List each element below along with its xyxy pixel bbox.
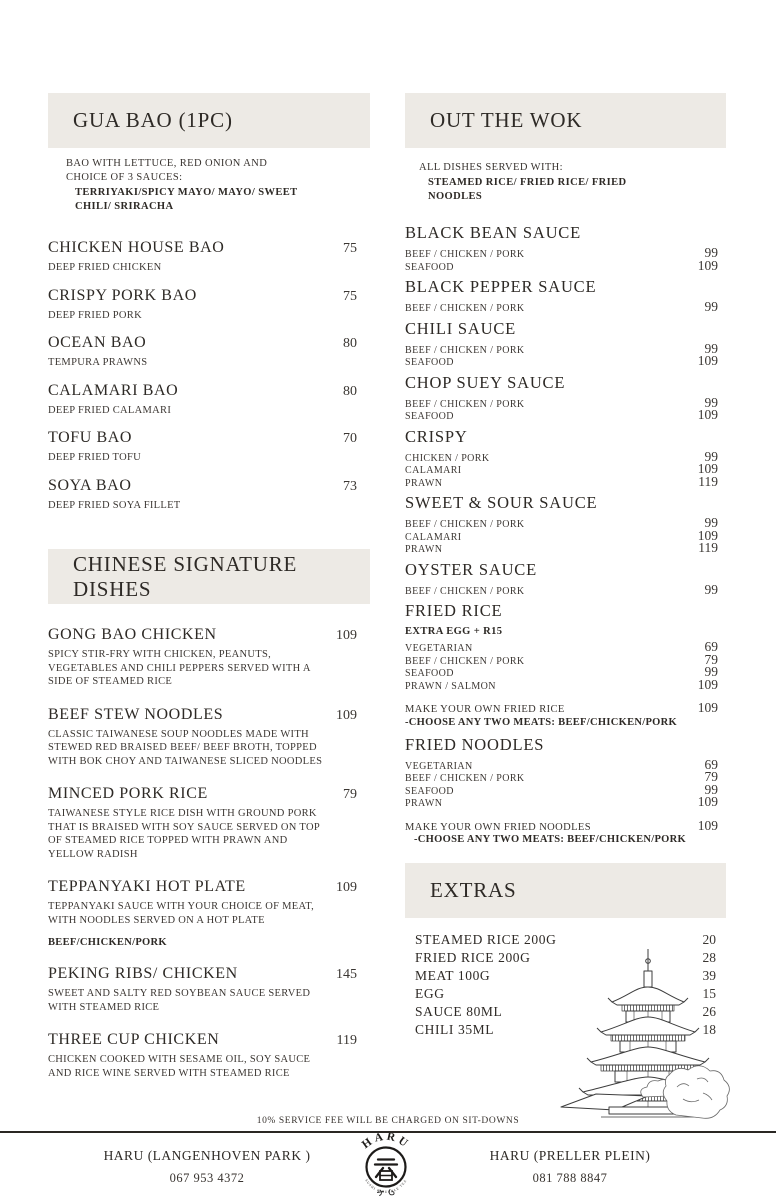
option-price: 109 <box>697 353 718 368</box>
option-price: 99 <box>704 299 718 314</box>
extras-label: MEAT 100G <box>415 968 491 983</box>
menu-item-name: TOFU BAO <box>48 429 133 446</box>
menu-item-name: THREE CUP CHICKEN <box>48 1031 220 1048</box>
option-label: BEEF / CHICKEN / PORK <box>405 344 525 356</box>
make-your-own-fried-noodles <box>405 817 726 848</box>
menu-item <box>48 381 370 418</box>
option-price: 99 <box>704 448 718 464</box>
option-price: 99 <box>704 781 718 797</box>
menu-item-name: CRISPY PORK BAO <box>48 286 197 304</box>
menu-item-price: 109 <box>336 707 357 723</box>
menu-item-price: 145 <box>336 967 357 982</box>
menu-item <box>48 286 370 323</box>
menu-item-desc: TEPPANYAKI SAUCE WITH YOUR CHOICE OF MEAT, WITH NOODLES SERVED ON A HOT PLATE <box>48 901 315 926</box>
option-price: 79 <box>704 651 718 667</box>
logo-brand-text: HARU <box>359 1133 413 1152</box>
intro-line-2: CHOICE OF 3 SAUCES: <box>66 172 183 183</box>
served-with-options: STEAMED RICE/ FRIED RICE/ FRIED NOODLES <box>428 177 627 202</box>
menu-item <box>48 877 370 948</box>
wok-group-name: FRIED NOODLES <box>405 734 545 754</box>
signature-items <box>48 625 370 1080</box>
extras-label: STEAMED RICE 200G <box>415 932 557 947</box>
extras-price: 18 <box>702 1022 716 1037</box>
menu-item-price: 80 <box>343 383 357 399</box>
option-label: BEEF / CHICKEN / PORK <box>405 249 525 260</box>
menu-item <box>48 964 370 1014</box>
menu-item-name: CHICKEN HOUSE BAO <box>48 239 225 256</box>
option-price: 99 <box>704 340 718 356</box>
menu-item-desc: DEEP FRIED CALAMARI <box>48 404 172 416</box>
service-fee-note: 10% SERVICE FEE WILL BE CHARGED ON SIT-DOWNS <box>256 1116 520 1126</box>
option-price: 99 <box>704 515 718 530</box>
option-price: 69 <box>704 639 718 654</box>
footer-location-langenhoven <box>92 1148 322 1186</box>
menu-item <box>48 1030 370 1080</box>
menu-item-desc: DEEP FRIED CHICKEN <box>48 262 162 273</box>
option-label: CHICKEN / PORK <box>405 452 490 464</box>
menu-item <box>48 625 370 689</box>
make-own-note: -CHOOSE ANY TWO MEATS: BEEF/CHICKEN/PORK <box>414 834 687 845</box>
wok-group-fried-noodles <box>405 735 726 848</box>
option-price: 99 <box>704 394 718 410</box>
option-price: 99 <box>704 581 718 597</box>
menu-item <box>48 333 370 370</box>
menu-item-name: CALAMARI BAO <box>48 381 179 399</box>
section-title-extras: EXTRAS <box>430 878 517 902</box>
menu-item-desc: SWEET AND SALTY RED SOYBEAN SAUCE SERVED WITH STEAMED RICE <box>48 988 311 1013</box>
menu-item-desc: CLASSIC TAIWANESE SOUP NOODLES MADE WITH STEWED RED BRAISED BEEF/ BEEF BROTH, TOPPED WITH BOK CHOY AND TAIWANESE SLICED NOODLES <box>48 728 323 767</box>
option-price: 109 <box>697 461 718 476</box>
menu-item-desc: TAIWANESE STYLE RICE DISH WITH GROUND PORK THAT IS BRAISED WITH SOY SAUCE SERVED ON TOP OF STEAMED RICE TOPPED WITH PRAWN AND YELLOW RADISH <box>48 808 320 860</box>
menu-item <box>48 784 370 861</box>
extras-label: FRIED RICE 200G <box>415 950 531 965</box>
option-label: BEEF / CHICKEN / PORK <box>405 655 525 667</box>
section-title-signature: CHINESE SIGNATURE DISHES <box>73 551 298 601</box>
wok-groups <box>405 223 726 847</box>
option-label: BEEF / CHICKEN / PORK <box>405 398 525 410</box>
menu-item-price: 75 <box>343 288 357 304</box>
wok-group <box>405 373 726 422</box>
gua-bao-intro <box>66 157 370 214</box>
option-label: BEEF / CHICKEN / PORK <box>405 773 525 784</box>
option-price: 109 <box>697 257 718 273</box>
extras-price: 39 <box>702 968 716 983</box>
option-price: 119 <box>698 473 718 489</box>
option-label: CALAMARI <box>405 531 462 543</box>
extras-price: 26 <box>702 1004 716 1019</box>
make-own-label: MAKE YOUR OWN FRIED RICE <box>405 704 565 715</box>
menu-item-price: 80 <box>343 336 357 351</box>
menu-item <box>48 238 370 275</box>
wok-group-name: CHILI SAUCE <box>405 318 517 338</box>
gua-bao-items <box>48 238 370 512</box>
menu-item-desc: SPICY STIR-FRY WITH CHICKEN, PEANUTS, VEGETABLES AND CHILI PEPPERS SERVED WITH A SIDE OF STEAMED RICE <box>48 649 311 687</box>
menu-item-price: 79 <box>343 787 357 802</box>
option-label: PRAWN <box>405 544 443 555</box>
menu-item-desc: TEMPURA PRAWNS <box>48 357 148 368</box>
extras-label: EGG <box>415 986 445 1001</box>
section-header-extras <box>405 863 726 918</box>
option-label: VEGETARIAN <box>405 760 473 772</box>
menu-item-price: 109 <box>336 880 357 895</box>
menu-item <box>48 476 370 513</box>
option-label: PRAWN <box>405 477 443 489</box>
wok-group-fried-rice <box>405 601 726 730</box>
option-price: 69 <box>704 756 718 772</box>
pagoda-illustration <box>551 947 741 1119</box>
menu-item-name: PEKING RIBS/ CHICKEN <box>48 965 238 982</box>
menu-item-price: 75 <box>343 241 357 256</box>
served-with-label: ALL DISHES SERVED WITH: <box>419 162 563 173</box>
wok-group-name: CRISPY <box>405 426 468 446</box>
menu-item-price: 70 <box>343 431 357 446</box>
wok-group <box>405 493 726 555</box>
section-title-gua-bao: GUA BAO (1PC) <box>73 108 233 132</box>
menu-item-name: SOYA BAO <box>48 476 132 494</box>
wok-group <box>405 560 726 597</box>
extras-label: CHILI 35ML <box>415 1022 495 1037</box>
option-label: VEGETARIAN <box>405 643 473 654</box>
wok-intro <box>419 161 726 204</box>
wok-group-name: OYSTER SAUCE <box>405 559 537 579</box>
section-header-gua-bao <box>48 93 370 148</box>
location-name: HARU (LANGENHOVEN PARK ) <box>103 1148 311 1163</box>
logo-spring-kanji-mark <box>375 1160 397 1181</box>
option-label: PRAWN / SALMON <box>405 680 496 692</box>
logo-sub-text: SUSHI & BUBBLE TEA <box>364 1178 408 1195</box>
menu-item-name: BEEF STEW NOODLES <box>48 705 224 723</box>
option-label: SEAFOOD <box>405 785 454 797</box>
make-your-own-fried-rice <box>405 702 726 730</box>
footer-location-preller <box>455 1148 685 1186</box>
menu-item-desc: DEEP FRIED SOYA FILLET <box>48 499 181 511</box>
section-title-wok: OUT THE WOK <box>430 108 583 132</box>
wok-group <box>405 223 726 272</box>
menu-item-meat-note: BEEF/CHICKEN/PORK <box>48 937 167 948</box>
wok-group-name: FRIED RICE <box>405 601 503 620</box>
menu-item-desc: DEEP FRIED PORK <box>48 309 142 321</box>
make-own-price: 109 <box>697 817 718 833</box>
option-price: 109 <box>697 794 718 809</box>
section-header-wok <box>405 93 726 148</box>
location-phone: 067 953 4372 <box>169 1171 245 1185</box>
option-price: 109 <box>697 527 718 543</box>
wok-group-name: BLACK PEPPER SAUCE <box>405 277 597 296</box>
make-own-price: 109 <box>697 700 718 715</box>
menu-item-name: MINCED PORK RICE <box>48 785 208 802</box>
menu-item <box>48 428 370 465</box>
wok-group <box>405 319 726 368</box>
menu-item <box>48 705 370 769</box>
option-label: BEEF / CHICKEN / PORK <box>405 585 525 597</box>
sauce-options: TERRIYAKI/SPICY MAYO/ MAYO/ SWEET CHILI/ SRIRACHA <box>75 187 298 212</box>
extras-price: 28 <box>702 950 716 965</box>
extras-price: 20 <box>702 932 716 947</box>
location-phone: 081 788 8847 <box>532 1171 608 1185</box>
extra-egg-note: EXTRA EGG + R15 <box>405 626 503 637</box>
location-name: HARU (PRELLER PLEIN) <box>489 1148 651 1163</box>
menu-item-name: GONG BAO CHICKEN <box>48 626 217 643</box>
make-own-note: -CHOOSE ANY TWO MEATS: BEEF/CHICKEN/PORK <box>405 716 678 728</box>
right-column <box>405 93 726 1040</box>
option-price: 99 <box>704 245 718 260</box>
option-price: 99 <box>704 664 718 679</box>
option-label: SEAFOOD <box>405 357 454 368</box>
option-label: BEEF / CHICKEN / PORK <box>405 303 525 314</box>
wok-group <box>405 427 726 489</box>
option-label: SEAFOOD <box>405 668 454 679</box>
menu-item-price: 109 <box>336 628 357 643</box>
left-column <box>48 93 370 1096</box>
option-label: PRAWN <box>405 798 443 809</box>
menu-item-desc: DEEP FRIED TOFU <box>48 452 141 463</box>
wok-group-name: SWEET & SOUR SAUCE <box>405 493 598 512</box>
wok-group <box>405 277 726 314</box>
menu-item-name: OCEAN BAO <box>48 334 147 351</box>
extras-label: SAUCE 80ML <box>415 1004 503 1019</box>
option-label: SEAFOOD <box>405 261 454 273</box>
option-price: 109 <box>697 407 718 422</box>
wok-group-name: CHOP SUEY SAUCE <box>405 372 566 392</box>
option-price: 119 <box>698 540 718 555</box>
option-price: 79 <box>704 769 718 784</box>
section-header-signature <box>48 549 370 604</box>
menu-item-desc: CHICKEN COOKED WITH SESAME OIL, SOY SAUCE AND RICE WINE SERVED WITH STEAMED RICE <box>48 1054 311 1079</box>
haru-logo <box>346 1133 426 1198</box>
option-price: 109 <box>697 676 718 692</box>
menu-item-name: TEPPANYAKI HOT PLATE <box>48 878 246 895</box>
menu-item-price: 119 <box>336 1033 357 1048</box>
option-label: BEEF / CHICKEN / PORK <box>405 519 525 530</box>
option-label: SEAFOOD <box>405 411 454 422</box>
wok-group-name: BLACK BEAN SAUCE <box>405 223 581 242</box>
option-label: CALAMARI <box>405 465 462 476</box>
menu-item-price: 73 <box>343 478 357 494</box>
extras-price: 15 <box>702 986 716 1001</box>
make-own-label: MAKE YOUR OWN FRIED NOODLES <box>405 821 591 833</box>
intro-line-1: BAO WITH LETTUCE, RED ONION AND <box>66 158 268 169</box>
